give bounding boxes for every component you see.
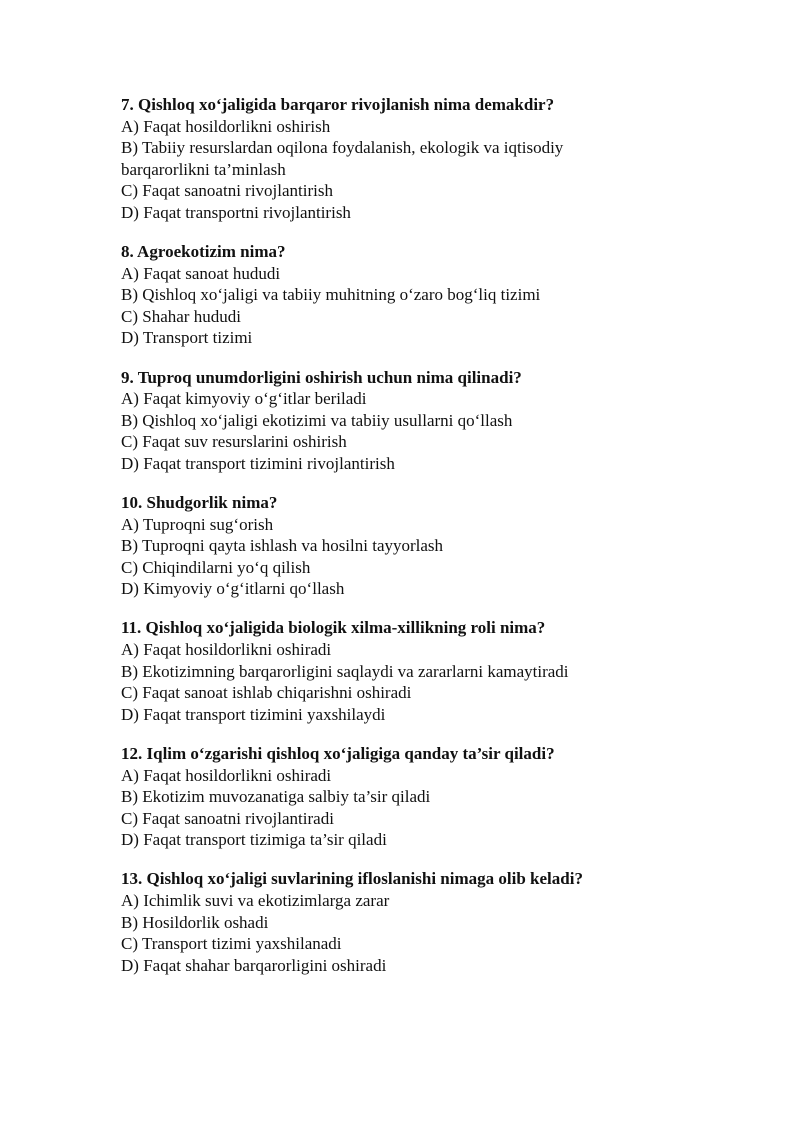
answer-option-c: C) Faqat sanoatni rivojlantiradi (121, 808, 334, 828)
question-title: 8. Agroekotizim nima? (121, 242, 286, 262)
answer-option-a: A) Faqat hosildorlikni oshiradi (121, 640, 332, 660)
answer-option-b-continuation: barqarorlikni ta’minlash (121, 159, 286, 179)
answer-option-b: B) Qishloq xo‘jaligi va tabiiy muhitning o‘zaro bog‘liq tizimi (121, 285, 541, 305)
question-13 (121, 868, 741, 976)
answer-option-b: B) Ekotizimning barqarorligini saqlaydi va zararlarni kamaytiradi (121, 661, 569, 681)
question-list (121, 94, 741, 994)
answer-option-c: C) Faqat sanoatni rivojlantirish (121, 181, 333, 201)
answer-option-d: D) Faqat transport tizimini rivojlantirish (121, 453, 395, 473)
answer-option-d: D) Faqat transport tizimiga ta’sir qiladi (121, 830, 387, 850)
answer-option-b: B) Tabiiy resurslardan oqilona foydalanish, ekologik va iqtisodiy (121, 138, 564, 158)
question-title: 9. Tuproq unumdorligini oshirish uchun nima qilinadi? (121, 367, 522, 387)
answer-option-d: D) Faqat transportni rivojlantirish (121, 202, 351, 222)
answer-option-d: D) Faqat shahar barqarorligini oshiradi (121, 955, 387, 975)
question-title: 11. Qishloq xo‘jaligida biologik xilma-xillikning roli nima? (121, 618, 546, 638)
answer-option-d: D) Faqat transport tizimini yaxshilaydi (121, 704, 386, 724)
answer-option-c: C) Faqat suv resurslarini oshirish (121, 432, 347, 452)
answer-option-b: B) Qishloq xo‘jaligi ekotizimi va tabiiy usullarni qo‘llash (121, 410, 513, 430)
answer-option-d: D) Kimyoviy o‘g‘itlarni qo‘llash (121, 579, 345, 599)
question-title: 10. Shudgorlik nima? (121, 493, 278, 512)
answer-option-d: D) Transport tizimi (121, 328, 253, 348)
answer-option-a: A) Faqat sanoat hududi (121, 263, 281, 283)
question-10 (121, 492, 741, 600)
answer-option-c: C) Transport tizimi yaxshilanadi (121, 934, 342, 954)
answer-option-c: C) Shahar hududi (121, 306, 241, 326)
question-8 (121, 241, 741, 349)
question-title: 12. Iqlim o‘zgarishi qishloq xo‘jaligiga qanday ta’sir qiladi? (121, 743, 555, 763)
question-7 (121, 94, 741, 224)
answer-option-a: A) Tuproqni sug‘orish (121, 514, 274, 534)
question-title: 13. Qishloq xo‘jaligi suvlarining ifloslanishi nimaga olib keladi? (121, 869, 583, 889)
question-title: 7. Qishloq xo‘jaligida barqaror rivojlanish nima demakdir? (121, 95, 555, 114)
question-9 (121, 367, 741, 475)
answer-option-b: B) Tuproqni qayta ishlash va hosilni tayyorlash (121, 536, 444, 556)
question-11 (121, 617, 741, 725)
answer-option-a: A) Faqat kimyoviy o‘g‘itlar beriladi (121, 389, 367, 409)
answer-option-a: A) Ichimlik suvi va ekotizimlarga zarar (121, 891, 390, 910)
answer-option-a: A) Faqat hosildorlikni oshirish (121, 116, 331, 136)
answer-option-c: C) Faqat sanoat ishlab chiqarishni oshiradi (121, 683, 412, 703)
answer-option-c: C) Chiqindilarni yo‘q qilish (121, 557, 311, 577)
answer-option-b: B) Ekotizim muvozanatiga salbiy ta’sir qiladi (121, 787, 431, 807)
answer-option-a: A) Faqat hosildorlikni oshiradi (121, 765, 332, 785)
question-12 (121, 743, 741, 851)
answer-option-b: B) Hosildorlik oshadi (121, 912, 269, 932)
